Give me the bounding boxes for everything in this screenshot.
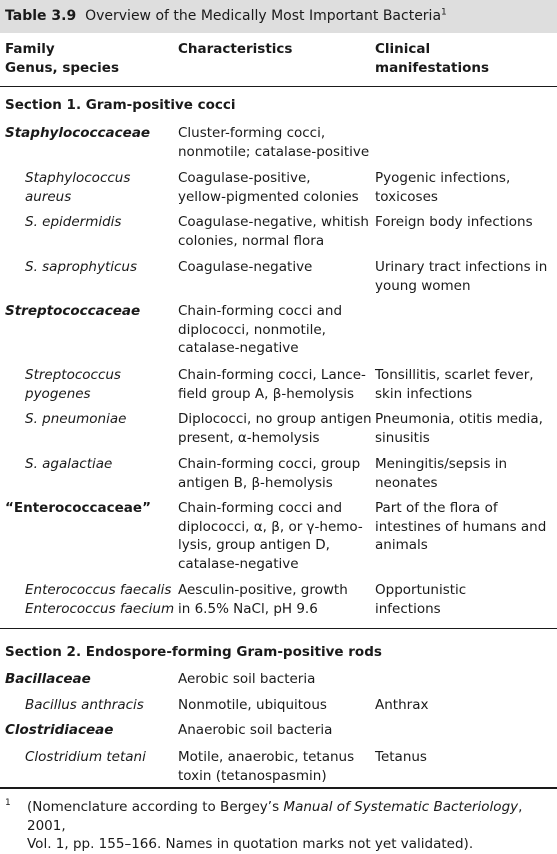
- section-divider: [0, 628, 557, 629]
- species-s-saprophyticus: S. saprophyticus: [25, 259, 138, 275]
- species-clostridium-tetani: Clostridium tetani: [25, 749, 146, 765]
- text-line: Meningitis/sepsis in: [375, 456, 508, 472]
- text-line: nonmotile; catalase-positive: [178, 143, 370, 160]
- text-line: Tonsillitis, scarlet fever,: [375, 367, 534, 383]
- family-clostridiaceae: Clostridiaceae: [5, 722, 114, 738]
- text-line: toxin (tetanospasmin): [178, 767, 327, 784]
- text-line: Chain-forming cocci, Lance-: [178, 367, 366, 383]
- header-characteristics: Characteristics: [178, 41, 293, 57]
- text-line: toxicoses: [375, 188, 438, 205]
- text-line: Chain-forming cocci, group: [178, 456, 361, 472]
- text-line: Part of the flora of: [375, 500, 498, 516]
- clostridiaceae-characteristics: Anaerobic soil bacteria: [178, 722, 333, 738]
- header-clinical: [375, 40, 555, 77]
- entero-clinical: [375, 499, 555, 555]
- section1-title: Section 1. Gram-positive cocci: [5, 97, 236, 113]
- family-enterococcaceae: “Enterococcaceae”: [5, 500, 151, 516]
- s-pneumoniae-characteristics: [178, 410, 373, 447]
- text-line: Cluster-forming cocci,: [178, 125, 326, 141]
- footnote-line1: [27, 798, 557, 835]
- header-clinical-line1: Clinical: [375, 41, 431, 57]
- text-line: catalase-negative: [178, 340, 299, 356]
- text-line: neonates: [375, 474, 438, 491]
- s-saprophyticus-clinical: [375, 258, 555, 295]
- s-agalactiae-clinical: [375, 455, 555, 492]
- text-line: Chain-forming cocci and: [178, 303, 343, 319]
- footnote-manual-title: Manual of Systematic Bacteriology: [283, 799, 519, 815]
- header-family-line2: Genus, species: [5, 59, 119, 76]
- species-bacillus-anthracis: Bacillus anthracis: [25, 697, 144, 713]
- text-line: skin infections: [375, 385, 473, 402]
- enterococcus-clinical: [375, 581, 555, 618]
- footnote-post: , 2001,: [27, 799, 523, 834]
- text-line: colonies, normal flora: [178, 232, 325, 249]
- bacillus-anthracis-characteristics: Nonmotile, ubiquitous: [178, 697, 327, 713]
- footnote-pre: (Nomenclature according to Bergey’s: [27, 799, 284, 815]
- strep-pyogenes-clinical: [375, 366, 555, 403]
- text-line: Enterococcus faecalis: [25, 582, 172, 598]
- s-saprophyticus-characteristics: Coagulase-negative: [178, 259, 313, 275]
- s-agalactiae-characteristics: [178, 455, 373, 492]
- species-strep-pyogenes: Streptococcus pyogenes: [25, 367, 121, 402]
- header-family: [5, 40, 173, 77]
- text-line: yellow-pigmented colonies: [178, 188, 359, 205]
- text-line: lysis, group antigen D,: [178, 537, 330, 553]
- enterococcus-characteristics: [178, 581, 373, 618]
- bacillaceae-characteristics: Aerobic soil bacteria: [178, 671, 316, 687]
- text-line: present, α-hemolysis: [178, 429, 320, 446]
- species-enterococcus: [25, 581, 175, 618]
- staph-characteristics: [178, 124, 373, 161]
- species-s-pneumoniae: S. pneumoniae: [25, 411, 127, 427]
- text-line: Chain-forming cocci and: [178, 500, 343, 516]
- s-epidermidis-characteristics: [178, 213, 373, 250]
- footnote-line2: Vol. 1, pp. 155–166. Names in quotation marks not yet validated).: [27, 836, 474, 852]
- text-line: catalase-negative: [178, 555, 299, 572]
- species-s-epidermidis: S. epidermidis: [25, 214, 122, 230]
- text-line: Coagulase-positive,: [178, 170, 311, 186]
- text-line: Diplococci, no group antigen: [178, 411, 372, 427]
- s-pneumoniae-clinical: [375, 410, 555, 447]
- text-line: Coagulase-negative, whitish: [178, 214, 369, 230]
- section2-title: Section 2. Endospore-forming Gram-positive rods: [5, 644, 382, 660]
- caption-footnote-marker: 1: [441, 7, 447, 18]
- table-caption-text: Overview of the Medically Most Important Bacteria: [85, 8, 442, 24]
- table-title-bar: [0, 0, 557, 33]
- text-line: Enterococcus faecium: [25, 600, 175, 617]
- s-epidermidis-clinical: Foreign body infections: [375, 214, 533, 230]
- strep-characteristics: [178, 302, 373, 358]
- table-label: Table 3.9: [5, 8, 77, 24]
- staph-aureus-clinical: [375, 169, 555, 206]
- text-line: infections: [375, 600, 441, 617]
- family-streptococcaceae: Streptococcaceae: [5, 303, 141, 319]
- header-clinical-line2: manifestations: [375, 59, 490, 76]
- text-line: antigen B, β-hemolysis: [178, 474, 333, 491]
- text-line: young women: [375, 277, 471, 294]
- species-staph-aureus: Staphylococcus aureus: [25, 170, 131, 205]
- text-line: Pyogenic infections,: [375, 170, 511, 186]
- species-s-agalactiae: S. agalactiae: [25, 456, 113, 472]
- text-line: diplococci, nonmotile,: [178, 321, 326, 338]
- staph-aureus-characteristics: [178, 169, 373, 206]
- text-line: intestines of humans and: [375, 518, 547, 535]
- text-line: field group A, β-hemolysis: [178, 385, 355, 402]
- header-family-line1: Family: [5, 41, 55, 57]
- text-line: Pneumonia, otitis media,: [375, 411, 543, 427]
- text-line: in 6.5% NaCl, pH 9.6: [178, 600, 318, 617]
- clostridium-tetani-clinical: Tetanus: [375, 749, 427, 765]
- bottom-rule: [0, 787, 557, 789]
- text-line: Opportunistic: [375, 582, 467, 598]
- text-line: sinusitis: [375, 429, 430, 446]
- entero-characteristics: [178, 499, 373, 573]
- text-line: diplococci, α, β, or γ-hemo-: [178, 518, 363, 535]
- bacillus-anthracis-clinical: Anthrax: [375, 697, 429, 713]
- clostridium-tetani-characteristics: [178, 748, 373, 785]
- header-rule: [0, 86, 557, 87]
- table-caption: [5, 7, 447, 26]
- family-staphylococcaceae: Staphylococcaceae: [5, 125, 151, 141]
- text-line: animals: [375, 537, 428, 553]
- strep-pyogenes-characteristics: [178, 366, 373, 403]
- text-line: Aesculin-positive, growth: [178, 582, 348, 598]
- footnote-number: 1: [5, 798, 11, 808]
- text-line: Motile, anaerobic, tetanus: [178, 749, 355, 765]
- footnote-text: [27, 798, 557, 854]
- text-line: Urinary tract infections in: [375, 259, 548, 275]
- family-bacillaceae: Bacillaceae: [5, 671, 91, 687]
